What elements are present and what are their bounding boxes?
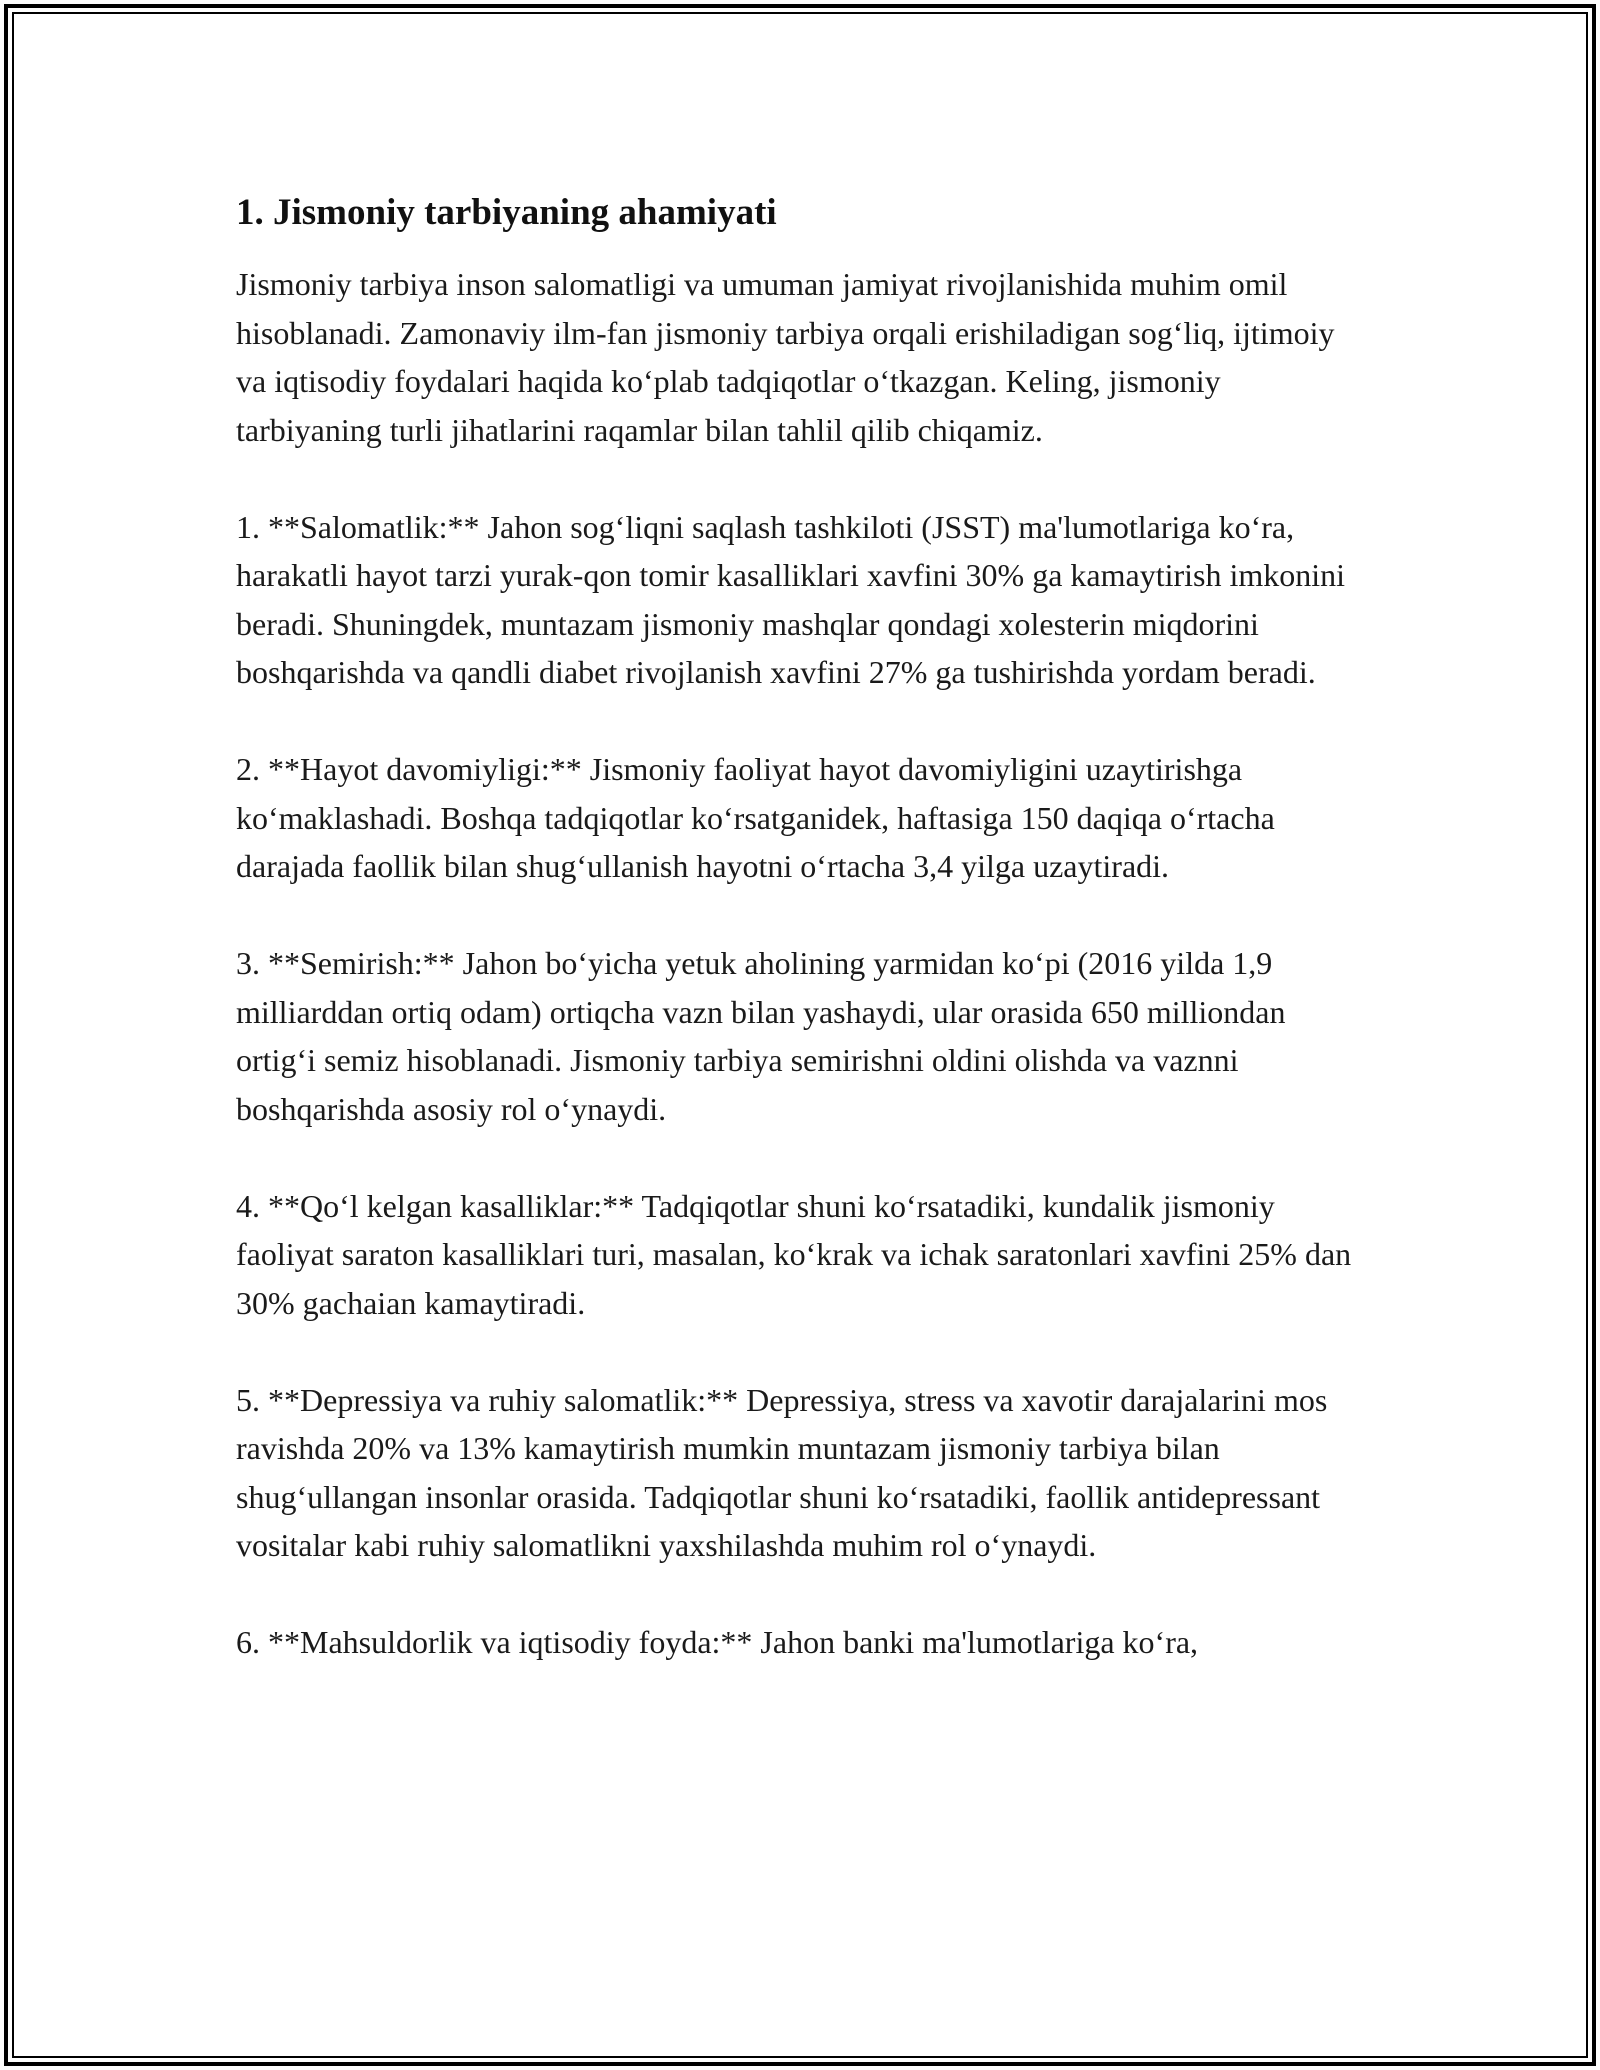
paragraph-life-expectancy: 2. **Hayot davomiyligi:** Jismoniy faoliyat hayot davomiyligini uzaytirishga ko‘maklashadi. Boshqa tadqiqotlar ko‘rsatganidek, haftasiga 150 daqiqa o‘rtacha darajada faollik bilan shug‘ullanish hayotni o‘rtacha 3,4 yilga uzaytiradi. (236, 751, 1275, 884)
paragraph-mental-health: 5. **Depressiya va ruhiy salomatlik:** Depressiya, stress va xavotir darajalarini mos ravishda 20% va 13% kamaytirish mumkin muntazam jismoniy tarbiya bilan shug‘ullangan insonlar orasida. Tadqiqotlar shuni ko‘rsatadiki, faollik antidepressant vositalar kabi ruhiy salomatlikni yaxshilashda muhim rol o‘ynaydi. (236, 1381, 1328, 1563)
paragraph-health: 1. **Salomatlik:** Jahon sog‘liqni saqlash tashkiloti (JSST) ma'lumotlariga ko‘ra, harakatli hayot tarzi yurak-qon tomir kasalliklari xavfini 30% ga kamaytirish imkonini beradi. Shuningdek, muntazam jismoniy mashqlar qondagi xolesterin miqdorini boshqarishda va qandli diabet rivojlanish xavfini 27% ga tushirishda yordam beradi. (236, 508, 1346, 690)
document-title: 1. Jismoniy tarbiyaning ahamiyati (236, 192, 777, 233)
document-body (236, 188, 1366, 1715)
paragraph-productivity: 6. **Mahsuldorlik va iqtisodiy foyda:** Jahon banki ma'lumotlariga ko‘ra, (236, 1624, 1199, 1660)
paragraph-intro: Jismoniy tarbiya inson salomatligi va umuman jamiyat rivojlanishida muhim omil hisoblanadi. Zamonaviy ilm-fan jismoniy tarbiya orqali erishiladigan sog‘liq, ijtimoiy va iqtisodiy foydalari haqida ko‘plab tadqiqotlar o‘tkazgan. Keling, jismoniy tarbiyaning turli jihatlarini raqamlar bilan tahlil qilib chiqamiz. (236, 266, 1335, 448)
paragraph-diseases: 4. **Qo‘l kelgan kasalliklar:** Tadqiqotlar shuni ko‘rsatadiki, kundalik jismoniy faoliyat saraton kasalliklari turi, masalan, ko‘krak va ichak saratonlari xavfini 25% dan 30% gachaian kamaytiradi. (236, 1187, 1352, 1321)
paragraph-obesity: 3. **Semirish:** Jahon bo‘yicha yetuk aholining yarmidan ko‘pi (2016 yilda 1,9 milliarddan ortiq odam) ortiqcha vazn bilan yashaydi, ular orasida 650 milliondan ortig‘i semiz hisoblanadi. Jismoniy tarbiya semirishni oldini olishda va vaznni boshqarishda asosiy rol o‘ynaydi. (236, 945, 1286, 1127)
